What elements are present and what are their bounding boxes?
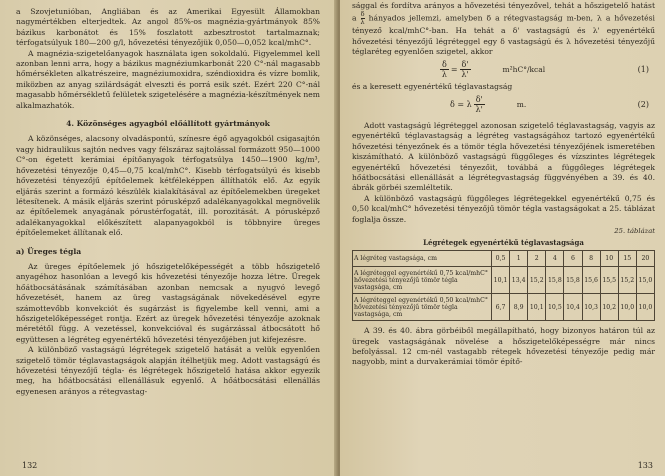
equivalent-brick-table	[352, 250, 655, 321]
table-cell: 15,5	[600, 267, 618, 294]
right-page	[340, 0, 665, 476]
paragraph: sággal és fordítva arányos a hővezetési tényezővel, tehát a hőszigetelő hatást a $\frac{\delta}{\lambda}$ hányados jellemzi, amelyben δ a rétegvastagság m-ben, λ a hővezetési tényező kcal/mhC°-ban. Ha tehát a δ' vastagságú és λ' egyenértékű hővezetési tényezőjű légréteggel egy δ vastagságú és λ hővezetési tényezőjű téglaréteg egyenlően szigetel, akkor	[352, 1, 655, 57]
table-column-header: 15	[618, 251, 636, 267]
paragraph: A különböző vastagságú légrétegek szigetelő hatását a velük egyenlően szigetelő tömör téglavastagságok alapján ítélhetjük meg. Adott vastagságú és hővezetési tényezőjű tégla- és légrétegek hőszigetelő hatása akkor egyezik meg, ha hőátbocsátási ellenállásuk egyenlő. A hőátbocsátási ellenállás egyenesen arányos a rétegvastag-	[16, 345, 320, 396]
table-header-row	[353, 251, 655, 267]
table-column-header: 6	[564, 251, 582, 267]
page-number: 133	[637, 461, 653, 470]
subsection-heading: a) Üreges tégla	[16, 246, 82, 256]
paragraph: A közönséges, alacsony olvadáspontú, színesre égő agyagokból csigasajtón vagy hidraulikus sajtón nedves vagy félszáraz sajtolással formázott 950—1000 C°-on égetett kerámiai építőanyagok térfogatsúlya 1450—1900 kg/m³, hővezetési tényezője 0,45—0,75 kcal/mhC°. Kisebb térfogatsúlyú és kisebb hővezetési tényezőjű építőelemek kétféleképpen állíthatók elő. Az egyik eljárás szerint a formázó készülék kialakításával az építőelemekben üregeket létesítenek. A másik eljárás szerint pórusképző adalékanyagokkal megnövelik az építőelemek anyagának pórustérfogatát, ill. porozitását. A pórusképző adalékanyagokkal előkészített alapanyagokból is többnyire üreges építőelemeket állítanak elő.	[16, 134, 320, 238]
paragraph: A magnézia-szigetelőanyagok használata igen sokoldalú. Figyelemmel kell azonban lenni arra, hogy a bázikus magnéziumkarbonát 220 C°-nál magasabb hőmérsékleten alkatrészeire, magnéziumoxidra, széndioxidra és vízre bomlik, miközben az anyag szilárdságát elveszti és porrá esik szét. Ezért 220 C°-nál magasabb hőmérsékletű felületek szigetelésére a magnézia-készítmények nem alkalmazhatók.	[16, 48, 320, 110]
table-column-header: 8	[582, 251, 600, 267]
table-column-header: 4	[546, 251, 564, 267]
table-row	[353, 294, 655, 321]
table-column-header: 1	[510, 251, 528, 267]
formula-1: $\frac{\delta}{\lambda}$ = $\frac{\delta'}{\lambda'}$ m²hC°/kcal (1)	[441, 60, 649, 80]
paragraph: Az üreges építőelemek jó hőszigetelőképességét a több hőszigetelő anyagéhoz hasonlóan a levegő kis hővezetési tényezője hozza létre. Üregek hőátbocsátásának számításában azonban nemcsak a nyugvó levegő hővezetését, hanem az üreg vastagságának növekedésével egyre számottevőbb konvekciót és sugárzást is figyelembe kell venni, ami a hőszigetelőképességet rontja. Ezért az üregek hővezetési tényezője azoknak méretétől függ. A vezetéssel, konvekcióval és sugárzással átbocsátott hő együttesen a légréteg egyenértékű hővezetési tényezőjében jut kifejezésre.	[16, 261, 320, 344]
table-column-header: 2	[528, 251, 546, 267]
table-column-header: 10	[600, 251, 618, 267]
table-cell: 10,3	[582, 294, 600, 321]
table-row-label: A légréteggel egyenértékű 0,50 kcal/mhC° hővezetési tényezőjű tömör tégla vastagsága, cm	[353, 294, 492, 321]
table-cell: 15,8	[546, 267, 564, 294]
table-cell: 10,1	[492, 267, 510, 294]
table-cell: 15,6	[582, 267, 600, 294]
inline-fraction: $\frac{\delta}{\lambda}$	[360, 10, 365, 27]
table-row-label: A légréteggel egyenértékű 0,75 kcal/mhC° hővezetési tényezőjű tömör tégla vastagsága, cm	[353, 267, 492, 294]
paragraph: a Szovjetunióban, Angliában és az Amerikai Egyesült Államokban nagymértékben elterjedtek. Az angol 85%-os magnézia-gyártmányok 85% bázikus karbonátot és 15% foszlatott azbesztrostot tartalmaznak; térfogatsúlyuk 180—200 g/l, hővezetési tényezőjük 0,050—0,052 kcal/mhC°.	[16, 7, 320, 48]
table-header-label: A légréteg vastagsága, cm	[353, 251, 492, 267]
section-heading: 4. Közönséges agyagból előállított gyártmányok	[66, 119, 270, 129]
table-cell: 8,9	[510, 294, 528, 321]
table-cell: 10,0	[618, 294, 636, 321]
paragraph: A 39. és 40. ábra görbéiből megállapítható, hogy bizonyos határon túl az üregek vastagságának növelése a hőszigetelőképességre már nincs befolyással. 12 cm-nél vastagabb rétegek hővezetési tényezője pedig már nagyobb, mint a durvakerámiai tömör építő-	[352, 326, 655, 367]
paragraph: és a keresett egyenértékű téglavastagság	[352, 81, 513, 91]
table-cell: 10,0	[636, 294, 654, 321]
table-title: Légrétegek egyenértékű téglavastagsága	[423, 238, 584, 248]
table-cell: 15,2	[618, 267, 636, 294]
paragraph: A különböző vastagságú függőleges légrétegekkel egyenértékű 0,75 és 0,50 kcal/mhC° hővezetési tényezőjű tömör tégla vastagságokat a 25. táblázat foglalja össze.	[352, 193, 655, 224]
table-cell: 15,2	[528, 267, 546, 294]
formula-2: δ = λ $\frac{\delta'}{\lambda'}$ m. (2)	[450, 94, 649, 114]
table-cell: 6,7	[492, 294, 510, 321]
table-cell: 10,1	[528, 294, 546, 321]
page-number: 132	[22, 461, 38, 470]
table-cell: 10,2	[600, 294, 618, 321]
table-column-header: 20	[636, 251, 654, 267]
table-cell: 10,5	[546, 294, 564, 321]
paragraph: Adott vastagságú légréteggel azonosan szigetelő téglavastagság, vagyis az egyenértékű téglavastagság a légréteg vastagságához tartozó egyenértékű hővezetési tényezőnek és a tömör tégla hővezetési tényezőjének ismeretében kiszámítható. A különböző vastagságú függőleges és vízszintes légrétegek egyenértékű hővezetési tényezőit, továbbá a függőleges légrétegek hőátbocsátási ellenállását a légrétegvastagság függvényében a 39. és 40. ábrák görbéi szemléltetik.	[352, 121, 655, 193]
table-number: 25. táblázat	[614, 227, 655, 236]
table-column-header: 0,5	[492, 251, 510, 267]
table-cell: 13,4	[510, 267, 528, 294]
table-cell: 15,0	[636, 267, 654, 294]
table-cell: 10,4	[564, 294, 582, 321]
table-cell: 15,8	[564, 267, 582, 294]
table-row	[353, 267, 655, 294]
